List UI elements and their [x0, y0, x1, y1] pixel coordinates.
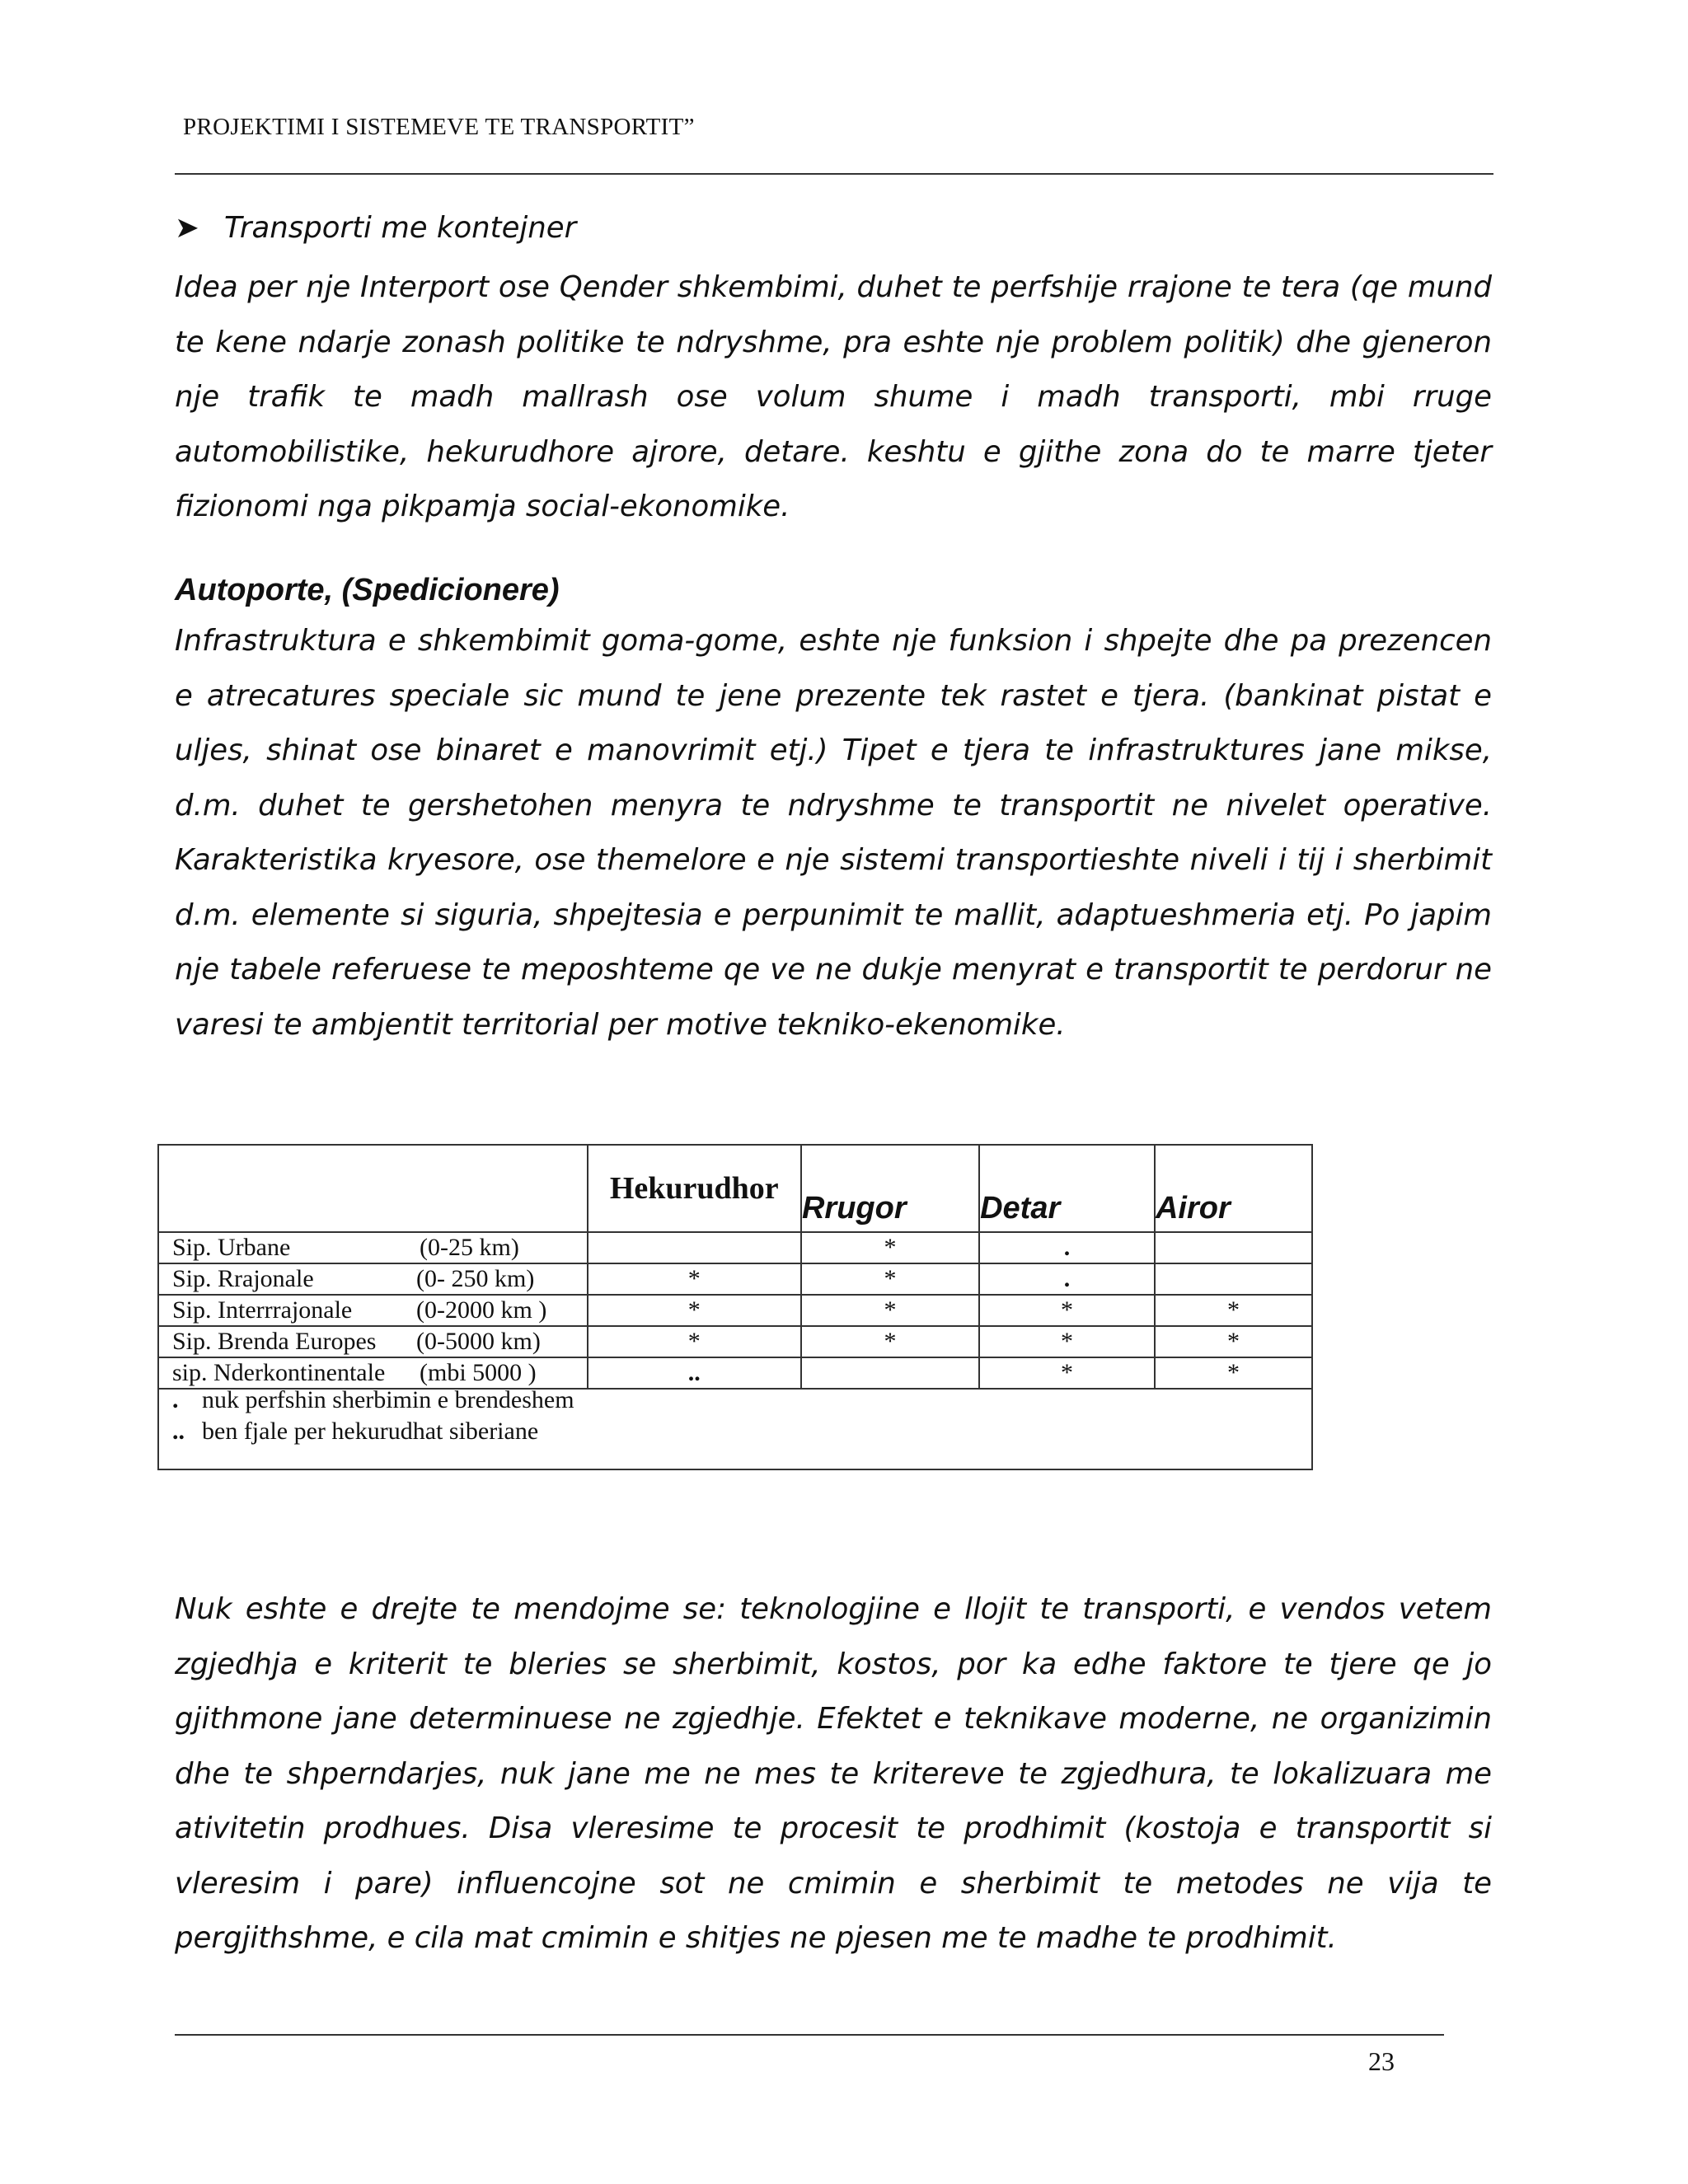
paragraph-teknologjia	[175, 1582, 1492, 1966]
cell-hekurudhor: *	[588, 1295, 801, 1326]
column-header-rrugor: Rrugor	[801, 1146, 979, 1232]
cell-hekurudhor: ..	[588, 1357, 801, 1389]
bullet-title: Transporti me kontejner	[224, 211, 577, 245]
row-label: Sip. Rrajonale (0- 250 km)	[159, 1263, 588, 1295]
cell-detar: *	[979, 1357, 1155, 1389]
cell-airor: *	[1155, 1357, 1311, 1389]
section-heading-autoporte: Autoporte, (Spedicionere)	[175, 573, 560, 607]
column-header-hekurudhor: Hekurudhor	[588, 1146, 801, 1232]
cell-detar: *	[979, 1326, 1155, 1357]
cell-airor: *	[1155, 1326, 1311, 1357]
paragraph-text: Idea per nje Interport ose Qender shkembimi, duhet te perfshije rrajone te tera (qe mund te kene ndarje zonash politike te ndryshme, pra eshte nje problem politik) dhe gjeneron nje trafik te madh mallrash ose volum shume i madh transporti, mbi rruge automobilistike, hekurudhore ajrore, detare. keshtu e gjithe zona do te marre tjeter fizionomi nga pikpamja social-ekonomike.	[175, 270, 1492, 523]
table-header-row	[159, 1146, 1311, 1232]
section-bullet-heading	[175, 211, 576, 245]
table-row	[159, 1295, 1311, 1326]
table-corner-cell	[159, 1146, 588, 1232]
column-header-detar: Detar	[979, 1146, 1155, 1232]
cell-rrugor: *	[801, 1232, 979, 1263]
row-label: Sip. Urbane (0-25 km)	[159, 1232, 588, 1263]
row-label: sip. Nderkontinentale (mbi 5000 )	[159, 1357, 588, 1389]
table-row	[159, 1326, 1311, 1357]
transport-reference-table	[157, 1144, 1313, 1470]
header-divider	[175, 173, 1493, 175]
cell-hekurudhor	[588, 1232, 801, 1263]
paragraph-infrastruktura	[175, 614, 1492, 1052]
arrow-bullet-icon: ➤	[175, 211, 199, 245]
paragraph-interport	[175, 260, 1492, 535]
paragraph-text: Infrastruktura e shkembimit goma-gome, eshte nje funksion i shpejte dhe pa prezencen e atrecatures speciale sic mund te jene prezente tek rastet e tjera. (bankinat pistat e uljes, shinat ose binaret e manovrimit etj.) Tipet e tjera te infrastruktures jane mikse, d.m. duhet te gershetohen menyra te ndryshme te transportit ne nivelet operative. Karakteristika kryesore, ose themelore e nje sistemi transportieshte niveli i tij i sherbimit d.m. elemente si siguria, shpejtesia e perpunimit te mallit, adaptueshmeria etj. Po japim nje tabele referuese te meposhteme qe ve ne dukje menyrat e transportit te perdorur ne varesi te ambjentit territorial per motive tekniko-ekenomike.	[175, 624, 1492, 1042]
cell-detar: .	[979, 1263, 1155, 1295]
table-notes	[172, 1385, 574, 1447]
row-label: Sip. Brenda Europes (0-5000 km)	[159, 1326, 588, 1357]
cell-hekurudhor: *	[588, 1326, 801, 1357]
table-row	[159, 1263, 1311, 1295]
table-note: . nuk perfshin sherbimin e brendeshem	[172, 1386, 574, 1413]
cell-detar: *	[979, 1295, 1155, 1326]
reference-table-grid	[159, 1146, 1311, 1390]
cell-rrugor	[801, 1357, 979, 1389]
cell-airor: *	[1155, 1295, 1311, 1326]
cell-rrugor: *	[801, 1263, 979, 1295]
page-header-title: PROJEKTIMI I SISTEMEVE TE TRANSPORTIT”	[183, 114, 695, 140]
cell-airor	[1155, 1232, 1311, 1263]
footer-divider	[175, 2034, 1444, 2036]
table-row	[159, 1232, 1311, 1263]
row-label: Sip. Interrrajonale (0-2000 km )	[159, 1295, 588, 1326]
cell-airor	[1155, 1263, 1311, 1295]
column-header-airor: Airor	[1155, 1146, 1311, 1232]
cell-rrugor: *	[801, 1326, 979, 1357]
cell-detar: .	[979, 1232, 1155, 1263]
table-note: .. ben fjale per hekurudhat siberiane	[172, 1418, 539, 1445]
paragraph-text: Nuk eshte e drejte te mendojme se: teknologjine e llojit te transporti, e vendos vetem zgjedhja e kriterit te bleries se sherbimit, kostos, por ka edhe faktore te tjere qe jo gjithmone jane determinuese ne zgjedhje. Efektet e teknikave moderne, ne organizimin dhe te shperndarjes, nuk jane me ne mes te kritereve te zgjedhura, te lokalizuara me ativitetin prodhues. Disa vleresime te procesit te prodhimit (kostoja e transportit si vleresim i pare) influencojne sot ne cmimin e sherbimit te metodes ne vija te pergjithshme, e cila mat cmimin e shitjes ne pjesen me te madhe te prodhimit.	[175, 1592, 1492, 1955]
page-number: 23	[1368, 2046, 1395, 2076]
cell-hekurudhor: *	[588, 1263, 801, 1295]
cell-rrugor: *	[801, 1295, 979, 1326]
